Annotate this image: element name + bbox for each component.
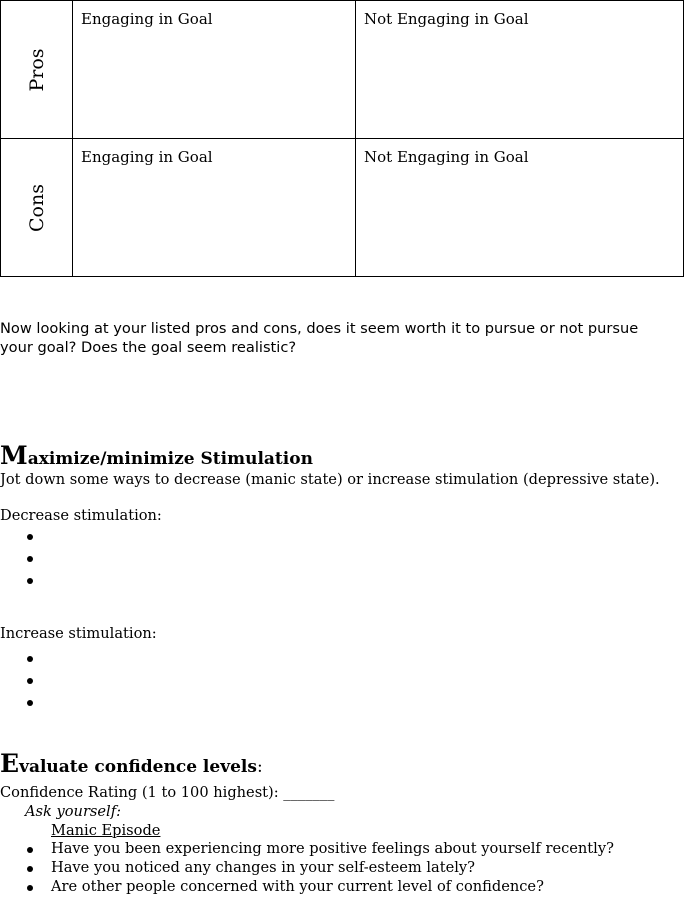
pros-row <box>1 1 683 139</box>
stimulation-heading-cap: M <box>0 441 28 470</box>
manic-episode-subheading: Manic Episode <box>51 822 161 839</box>
cons-not-engaging-header: Not Engaging in Goal <box>364 148 529 166</box>
list-item: Have you noticed any changes in your self-esteem lately? <box>0 859 614 878</box>
pros-not-engaging-header: Not Engaging in Goal <box>364 10 529 28</box>
confidence-rating-label: Confidence Rating (1 to 100 highest): _______ <box>0 784 335 801</box>
list-item: Have you been experiencing more positive feelings about yourself recently? <box>0 840 614 859</box>
pros-cons-table <box>0 0 684 277</box>
confidence-heading-cap: E <box>0 749 20 778</box>
increase-stimulation-label: Increase stimulation: <box>0 625 157 642</box>
stimulation-heading-rest: aximize/minimize Stimulation <box>27 449 313 469</box>
decrease-stimulation-label: Decrease stimulation: <box>0 507 162 524</box>
pros-label: Pros <box>25 47 48 92</box>
cons-engaging-header: Engaging in Goal <box>81 148 213 166</box>
confidence-heading-rest: valuate confidence levels <box>19 757 257 777</box>
pros-engaging-header: Engaging in Goal <box>81 10 213 28</box>
reflection-question: Now looking at your listed pros and cons, does it seem worth it to pursue or not pursue your goal? Does the goal seem realistic? <box>0 320 639 356</box>
confidence-question-list <box>0 840 614 897</box>
cons-row-header <box>1 139 73 276</box>
cons-row <box>1 139 683 276</box>
confidence-heading-colon: : <box>256 757 263 777</box>
pros-not-engaging-cell[interactable] <box>356 1 683 138</box>
cons-not-engaging-cell[interactable] <box>356 139 683 276</box>
stimulation-heading <box>0 441 313 470</box>
ask-yourself: Ask yourself: <box>25 803 122 820</box>
cons-engaging-cell[interactable] <box>73 139 356 276</box>
pros-row-header <box>1 1 73 138</box>
stimulation-intro: Jot down some ways to decrease (manic state) or increase stimulation (depressive state). <box>0 471 660 488</box>
pros-engaging-cell[interactable] <box>73 1 356 138</box>
confidence-heading <box>0 749 263 778</box>
list-item: Are other people concerned with your current level of confidence? <box>0 878 614 897</box>
cons-label: Cons <box>25 183 48 232</box>
